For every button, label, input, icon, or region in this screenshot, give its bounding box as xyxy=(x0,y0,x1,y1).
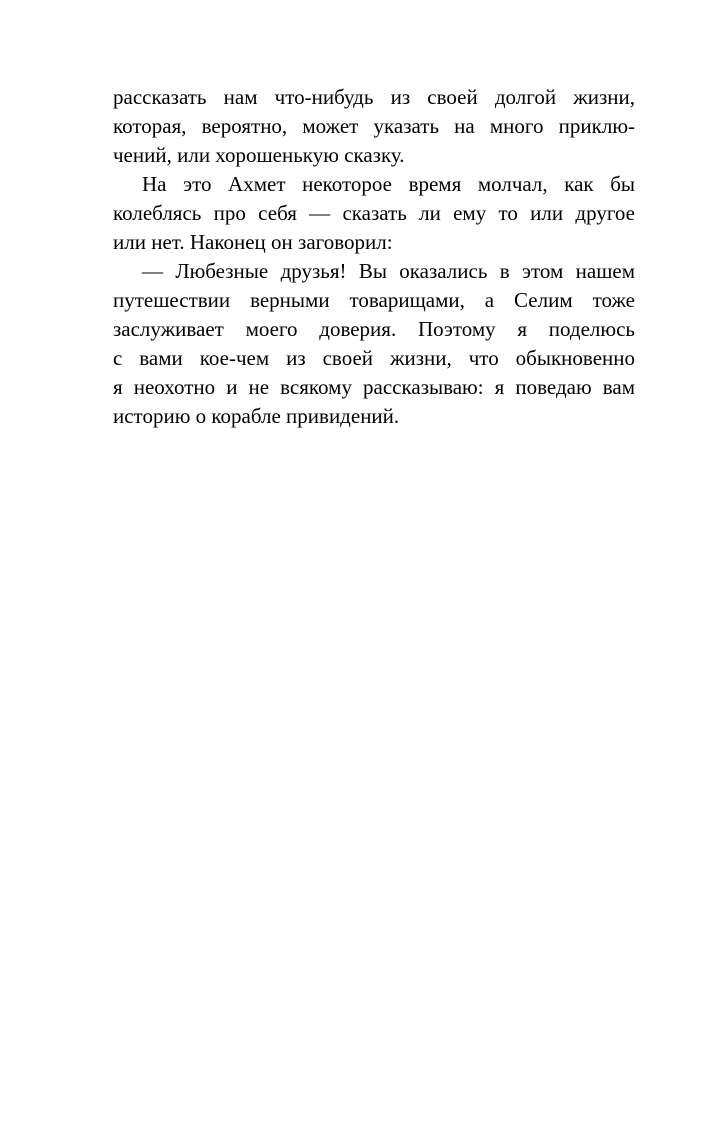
text-line: с вами кое-чем из своей жизни, что обыкновенно xyxy=(113,346,635,370)
text-line: историю о корабле привидений. xyxy=(113,404,400,428)
text-line: На это Ахмет некоторое время молчал, как бы xyxy=(142,172,635,196)
text-line: путешествии верными товарищами, а Селим тоже xyxy=(113,288,635,312)
text-line: рассказать нам что-нибудь из своей долгой жизни, xyxy=(113,85,635,109)
text-line: колеблясь про себя — сказать ли ему то или другое xyxy=(113,201,635,225)
text-line: или нет. Наконец он заговорил: xyxy=(113,230,393,254)
text-line: заслуживает моего доверия. Поэтому я поделюсь xyxy=(113,317,635,341)
text-line: — Любезные друзья! Вы оказались в этом нашем xyxy=(142,259,635,283)
body-text-block xyxy=(113,83,635,431)
text-line: которая, вероятно, может указать на много приклю- xyxy=(113,114,635,138)
text-line: чений, или хорошенькую сказку. xyxy=(113,143,405,167)
text-line: я неохотно и не всякому рассказываю: я поведаю вам xyxy=(113,375,635,399)
